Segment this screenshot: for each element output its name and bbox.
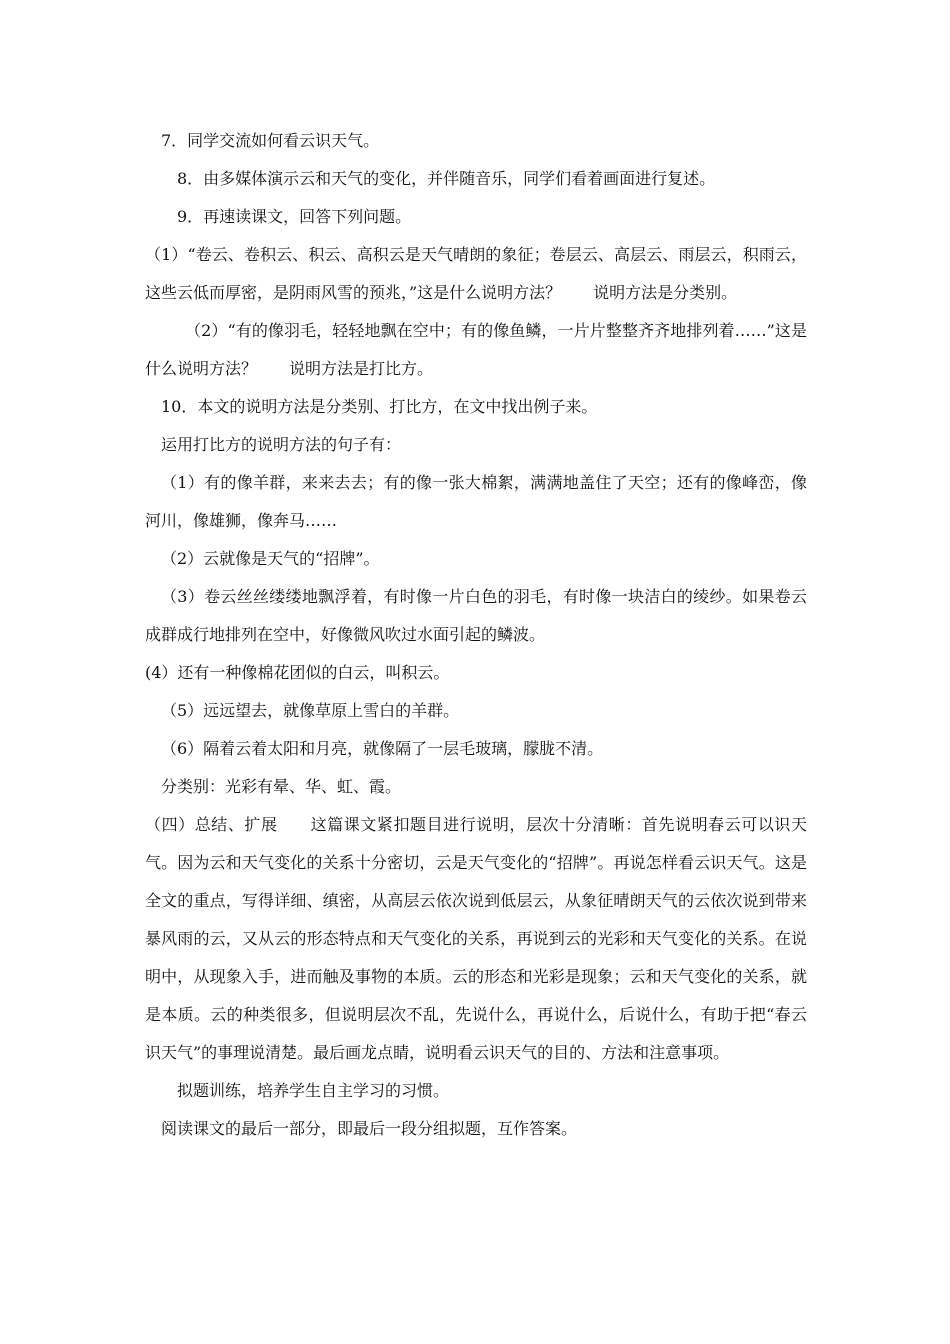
paragraph-training: 拟题训练，培养学生自主学习的习惯。 bbox=[177, 1081, 450, 1100]
paragraph-metaphor-intro: 运用打比方的说明方法的句子有： bbox=[161, 435, 402, 454]
paragraph-item-7: 7．同学交流如何看云识天气。 bbox=[161, 131, 380, 150]
paragraph-item-8: 8．由多媒体演示云和天气的变化，并伴随音乐，同学们看着画面进行复述。 bbox=[177, 169, 716, 188]
paragraph-question-1: （1）“卷云、卷积云、积云、高积云是天气晴朗的象征；卷层云、高层云、雨层云，积雨云，这些云低而厚密，是阴雨风雪的预兆，”这是什么说明方法？ 说明方法是分类别。 bbox=[145, 245, 807, 302]
paragraph-item-10: 10．本文的说明方法是分类别、打比方，在文中找出例子来。 bbox=[161, 397, 598, 416]
paragraph-example-5: （5）远远望去，就像草原上雪白的羊群。 bbox=[161, 701, 460, 720]
paragraph-classification: 分类别：光彩有晕、华、虹、霞。 bbox=[161, 777, 402, 796]
paragraph-example-2: （2）云就像是天气的“招牌”。 bbox=[161, 549, 380, 568]
paragraph-reading: 阅读课文的最后一部分，即最后一段分组拟题，互作答案。 bbox=[161, 1119, 578, 1138]
paragraph-example-4: (4）还有一种像棉花团似的白云，叫积云。 bbox=[145, 663, 450, 682]
paragraph-item-9: 9．再速读课文，回答下列问题。 bbox=[177, 207, 412, 226]
paragraph-example-6: （6）隔着云着太阳和月亮，就像隔了一层毛玻璃，朦胧不清。 bbox=[161, 739, 604, 758]
paragraph-question-2: （2）“有的像羽毛，轻轻地飘在空中；有的像鱼鳞，一片片整整齐齐地排列着……”这是什么说明方法？ 说明方法是打比方。 bbox=[145, 321, 807, 378]
paragraph-example-3: （3）卷云丝丝缕缕地飘浮着，有时像一片白色的羽毛，有时像一块洁白的绫纱。如果卷云成群成行地排列在空中，好像微风吹过水面引起的鳞波。 bbox=[145, 587, 807, 644]
document-body bbox=[145, 122, 807, 1148]
paragraph-summary: （四）总结、扩展 这篇课文紧扣题目进行说明，层次十分清晰：首先说明春云可以识天气。因为云和天气变化的关系十分密切，云是天气变化的“招牌”。再说怎样看云识天气。这是全文的重点，写得详细、缜密，从高层云依次说到低层云，从象征晴朗天气的云依次说到带来暴风雨的云，又从云的形态特点和天气变化的关系，再说到云的光彩和天气变化的关系。在说明中，从现象入手，进而触及事物的本质。云的形态和光彩是现象；云和天气变化的关系，就是本质。云的种类很多，但说明层次不乱，先说什么，再说什么，后说什么，有助于把“春云识天气”的事理说清楚。最后画龙点睛，说明看云识天气的目的、方法和注意事项。 bbox=[145, 815, 807, 1062]
paragraph-example-1: （1）有的像羊群，来来去去；有的像一张大棉絮，满满地盖住了天空；还有的像峰峦，像河川，像雄狮，像奔马…… bbox=[145, 473, 807, 530]
